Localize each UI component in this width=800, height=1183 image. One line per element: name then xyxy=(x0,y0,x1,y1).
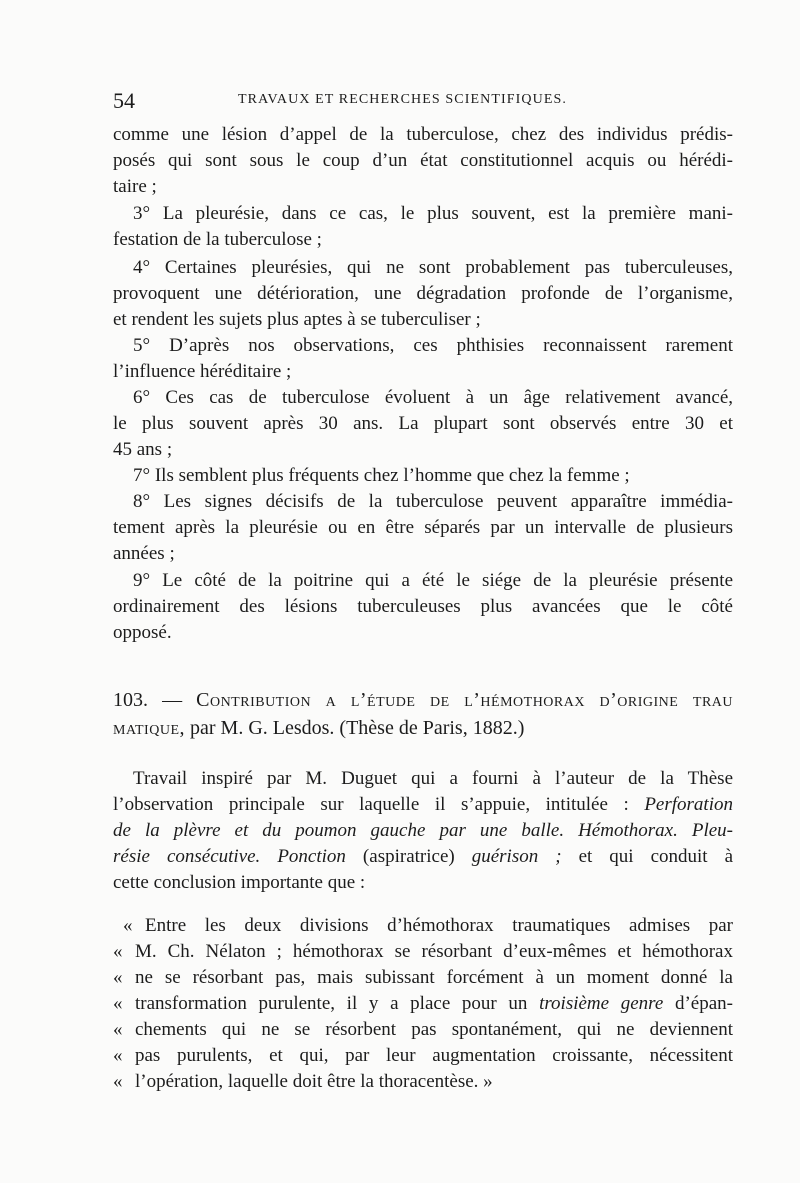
text-run: Entre les deux divisions d’hémothorax traumatiques admises par xyxy=(145,915,733,936)
quote-mark: « xyxy=(113,941,123,962)
italic-run: guérison ; xyxy=(471,846,562,867)
running-title: TRAVAUX ET RECHERCHES SCIENTIFIQUES. xyxy=(238,92,567,107)
text-run: et qui conduit à xyxy=(561,846,734,867)
text-run: l’observation principale sur laquelle il s’appuie, intitulée : xyxy=(113,794,645,815)
text-line: le plus souvent après 30 ans. La plupart sont observés entre 30 et xyxy=(113,413,733,434)
text-line xyxy=(113,818,733,844)
page-header xyxy=(113,88,729,118)
list-item-8: 8° Les signes décisifs de la tuberculose peuvent apparaître immédia- xyxy=(133,491,733,512)
section-title-cont: matique, xyxy=(113,717,185,739)
text-run: pas purulents, et qui, par leur augmentation croissante, nécessitent xyxy=(135,1045,733,1066)
quote-mark: « xyxy=(123,915,133,936)
page-number: 54 xyxy=(113,88,135,113)
text-run: chements qui ne se résorbent pas spontanément, qui ne deviennent xyxy=(135,1019,733,1040)
list-item-5: 5° D’après nos observations, ces phthisies reconnaissent rarement xyxy=(133,335,733,356)
section-title: Contribution a l’étude de l’hémothorax d’origine trau xyxy=(196,689,734,711)
text-line: provoquent une détérioration, une dégradation profonde de l’organisme, xyxy=(113,283,733,304)
text-line: taire ; xyxy=(113,176,157,197)
quote-line xyxy=(113,1043,733,1069)
italic-run: résie consécutive. Ponction xyxy=(113,846,346,867)
text-line: années ; xyxy=(113,543,175,564)
text-run: l’opération, laquelle doit être la thoracentèse. » xyxy=(135,1071,493,1092)
list-item-4: 4° Certaines pleurésies, qui ne sont probablement pas tuberculeuses, xyxy=(133,257,733,278)
text-run: ne se résorbant pas, mais subissant forcément à un moment donné la xyxy=(135,967,733,988)
quote-mark: « xyxy=(113,1071,123,1092)
text-run: transformation purulente, il y a place pour un xyxy=(135,993,540,1014)
text-line: et rendent les sujets plus aptes à se tuberculiser ; xyxy=(113,309,481,330)
text-line: tement après la pleurésie ou en être séparés par un intervalle de plusieurs xyxy=(113,517,733,538)
quote-line xyxy=(113,1017,733,1043)
italic-run: troisième genre xyxy=(539,993,664,1014)
text-line: l’influence héréditaire ; xyxy=(113,361,292,382)
italic-run: Perforation xyxy=(644,794,733,815)
section-dash: — xyxy=(162,689,183,711)
text-run: d’épan- xyxy=(663,993,733,1014)
quote-mark: « xyxy=(113,1019,123,1040)
list-item-6: 6° Ces cas de tuberculose évoluent à un âge relativement avancé, xyxy=(133,387,733,408)
quote-mark: « xyxy=(113,967,123,988)
text-line: cette conclusion importante que : xyxy=(113,872,366,893)
list-item-7: 7° Ils semblent plus fréquents chez l’homme que chez la femme ; xyxy=(133,465,630,486)
text-run: M. Ch. Nélaton ; hémothorax se résorbant d’eux-mêmes et hémothorax xyxy=(135,941,733,962)
list-item-3: 3° La pleurésie, dans ce cas, le plus souvent, est la première mani- xyxy=(133,203,733,224)
text-line: comme une lésion d’appel de la tuberculose, chez des individus prédis- xyxy=(113,124,733,145)
italic-run: de la plèvre et du poumon gauche par une balle. Hémothorax. Pleu- xyxy=(113,820,733,841)
text-line: opposé. xyxy=(113,622,172,643)
section-heading xyxy=(113,686,733,714)
text-line xyxy=(113,792,733,818)
section-number: 103. xyxy=(113,689,148,711)
quote-line xyxy=(113,1069,733,1095)
text-line: posés qui sont sous le coup d’un état constitutionnel acquis ou hérédi- xyxy=(113,150,733,171)
text-line: Travail inspiré par M. Duguet qui a fourni à l’auteur de la Thèse xyxy=(133,768,733,789)
list-item-9: 9° Le côté de la poitrine qui a été le siége de la pleurésie présente xyxy=(133,570,733,591)
quote-line xyxy=(113,939,733,965)
quote-line xyxy=(113,991,733,1017)
quote-mark: « xyxy=(113,993,123,1014)
text-line: ordinairement des lésions tuberculeuses plus avancées que le côté xyxy=(113,596,733,617)
text-run: (aspiratrice) xyxy=(345,846,472,867)
section-citation: par M. G. Lesdos. (Thèse de Paris, 1882.) xyxy=(185,717,525,739)
quote-line xyxy=(113,913,733,939)
text-line: 45 ans ; xyxy=(113,439,173,460)
text-line xyxy=(113,844,733,870)
quote-line xyxy=(113,965,733,991)
quote-mark: « xyxy=(113,1045,123,1066)
section-heading-cont xyxy=(113,714,733,742)
text-line: festation de la tuberculose ; xyxy=(113,229,322,250)
